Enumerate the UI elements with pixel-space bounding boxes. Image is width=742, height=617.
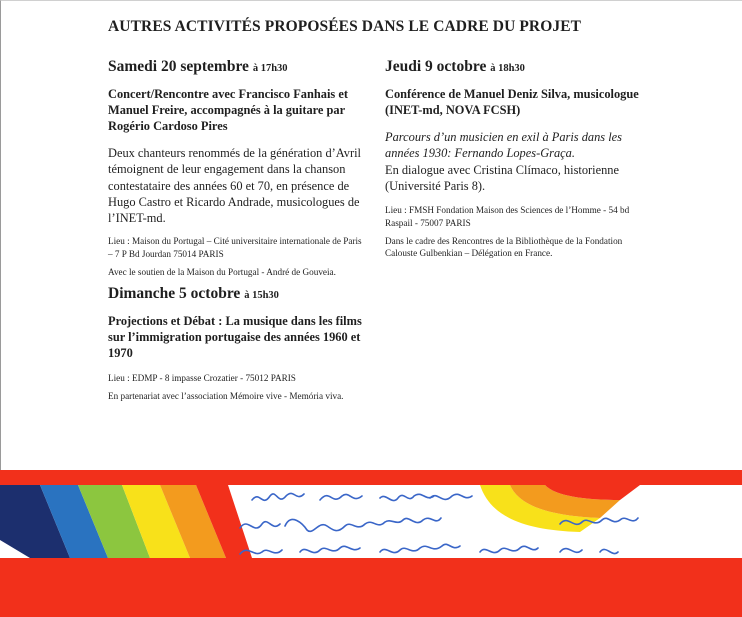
event-date (385, 58, 640, 76)
event-date-label: Samedi 20 septembre (108, 58, 249, 75)
event-title: Projections et Débat : La musique dans les films sur l’immigration portugaise des années 1960 et 1970 (108, 313, 362, 360)
event-title: Conférence de Manuel Deniz Silva, musicologue (INET-md, NOVA FCSH) (385, 87, 639, 117)
event-dialogue: En dialogue avec Cristina Clímaco, historienne (Université Paris 8). (385, 162, 619, 193)
event-date (108, 58, 363, 76)
event-date (108, 285, 363, 303)
right-column (385, 58, 640, 266)
event-venue: Lieu : EDMP - 8 impasse Crozatier - 75012 PARIS (108, 372, 296, 383)
red-band-bottom (0, 558, 742, 617)
event-samedi (108, 58, 363, 279)
event-venue: Lieu : Maison du Portugal – Cité universitaire internationale de Paris – 7 P Bd Jourdan 75014 PARIS (108, 236, 362, 259)
page-heading: AUTRES ACTIVITÉS PROPOSÉES DANS LE CADRE DU PROJET (108, 18, 582, 35)
event-time: à 15h30 (244, 289, 279, 301)
event-lecture-title: Parcours d’un musicien en exil à Paris dans les années 1930: Fernando Lopes-Graça. (385, 130, 622, 161)
event-support: Avec le soutien de la Maison du Portugal - André de Gouveia. (108, 267, 336, 278)
event-date-label: Dimanche 5 octobre (108, 284, 241, 302)
event-title: Concert/Rencontre avec Francisco Fanhais et Manuel Freire, accompagnés à la guitare par Rogério Cardoso Pires (108, 87, 348, 133)
event-time: à 18h30 (490, 63, 525, 74)
rainbow-stripes-left (0, 485, 252, 558)
event-date-label: Jeudi 9 octobre (385, 58, 487, 75)
event-venue: Lieu : FMSH Fondation Maison des Sciences de l’Homme - 54 bd Raspail - 75007 PARIS (385, 205, 630, 228)
event-time: à 17h30 (252, 63, 288, 74)
red-band-top (0, 470, 742, 485)
event-description: Deux chanteurs renommés de la génération d’Avril témoignent de leur engagement dans la chanson contestataire des années 60 et 70, en présence de Hugo Castro et Ricardo Andrade, musicologues de l’INET-md. (108, 146, 361, 226)
left-column (108, 58, 363, 409)
event-context: Dans le cadre des Rencontres de la Bibliothèque de la Fondation Calouste Gulbenkian – Délégation en France. (385, 236, 623, 259)
event-dimanche (108, 285, 363, 403)
event-partner: En partenariat avec l’association Mémoire vive - Memória viva. (108, 391, 344, 402)
decorative-artwork (0, 470, 742, 617)
event-jeudi (385, 58, 640, 260)
